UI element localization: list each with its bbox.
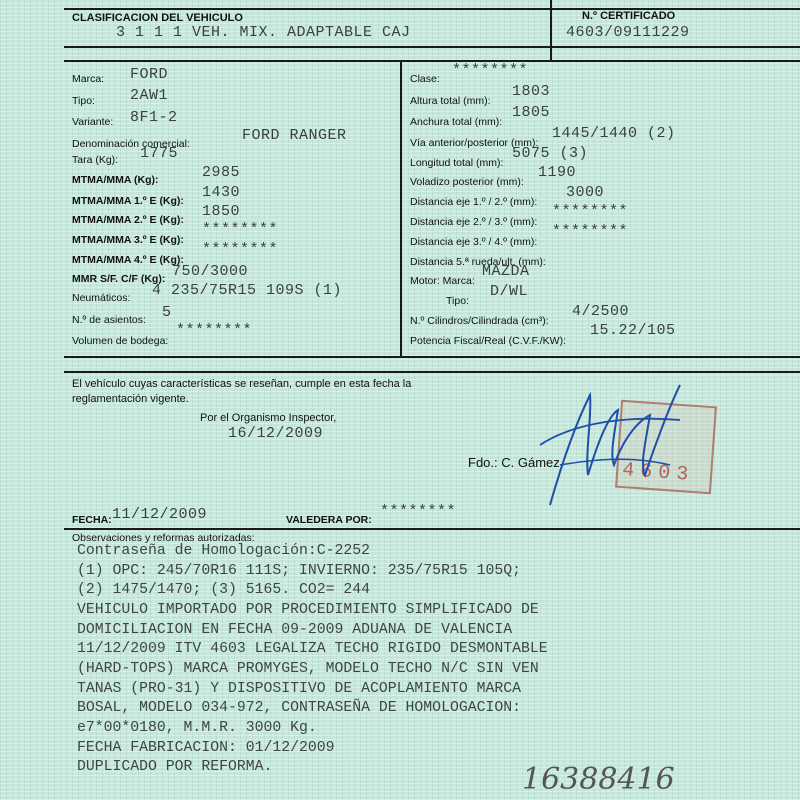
certificado-value: 4603/09111229 (566, 24, 690, 41)
cert-top-rule (64, 371, 800, 373)
obs-line: BOSAL, MODELO 034-972, CONTRASEÑA DE HOMOLOGACION: (77, 700, 521, 716)
mtma1-value: 1430 (202, 184, 241, 201)
dist5-label: Distancia 5.ª rueda/ult. (mm): (410, 256, 546, 268)
longitud-label: Longitud total (mm): (410, 157, 504, 169)
obs-line: (HARD-TOPS) MARCA PROMYGES, MODELO TECHO N/C SIN VEN (77, 661, 539, 677)
obs-line: Contraseña de Homologación:C-2252 (77, 543, 371, 559)
obs-line: DOMICILIACION EN FECHA 09-2009 ADUANA DE VALENCIA (77, 622, 513, 638)
certificado-label: N.º CERTIFICADO (582, 10, 676, 22)
header-divider (550, 0, 552, 62)
neumaticos-value: 4 235/75R15 109S (1) (152, 282, 343, 299)
obs-line: 11/12/2009 ITV 4603 LEGALIZA TECHO RIGIDO DESMONTABLE (77, 641, 548, 657)
marca-value: FORD (130, 66, 169, 83)
bodega-value: ******** (176, 322, 253, 339)
mmr-label: MMR S/F. C/F (Kg): (72, 273, 166, 285)
organismo-date: 16/12/2009 (228, 425, 324, 442)
voladizo-value: 1190 (538, 164, 577, 181)
clasificacion-value: 3 1 1 1 VEH. MIX. ADAPTABLE CAJ (116, 24, 411, 41)
obs-line: e7*00*0180, M.M.R. 3000 Kg. (77, 720, 317, 736)
motor-tipo-label: Tipo: (446, 295, 469, 307)
mtma1-label: MTMA/MMA 1.º E (Kg): (72, 195, 184, 207)
anchura-label: Anchura total (mm): (410, 116, 503, 128)
dist34-label: Distancia eje 3.º / 4.º (mm): (410, 236, 538, 248)
voladizo-label: Voladizo posterior (mm): (410, 176, 524, 188)
dist23-label: Distancia eje 2.º / 3.º (mm): (410, 216, 538, 228)
mtma-label: MTMA/MMA (Kg): (72, 174, 159, 186)
marca-label: Marca: (72, 73, 105, 85)
obs-line: DUPLICADO POR REFORMA. (77, 759, 273, 775)
tipo-value: 2AW1 (130, 87, 169, 104)
bodega-label: Volumen de bodega: (72, 335, 169, 347)
valedera-value: ******** (380, 503, 457, 520)
valedera-label: VALEDERA POR: (286, 514, 372, 526)
header-top-rule (64, 8, 800, 10)
clase-value: ******** (452, 62, 529, 79)
header-bottom-rule (64, 46, 800, 48)
cilindros-value: 4/2500 (572, 303, 630, 320)
mtma3-label: MTMA/MMA 3.º E (Kg): (72, 234, 184, 246)
mtma2-label: MTMA/MMA 2.º E (Kg): (72, 214, 184, 226)
motor-tipo-value: D/WL (490, 283, 529, 300)
asientos-label: N.º de asientos: (72, 314, 146, 326)
potencia-label: Potencia Fiscal/Real (C.V.F./KW): (410, 335, 566, 347)
denominacion-value: FORD RANGER (242, 127, 347, 144)
fecha-label: FECHA: (72, 514, 112, 526)
obs-line: FECHA FABRICACION: 01/12/2009 (77, 740, 335, 756)
denominacion-label: Denominación comercial: (72, 138, 190, 150)
potencia-value: 15.22/105 (590, 322, 676, 339)
mtma4-value: ******** (202, 241, 279, 258)
dist12-label: Distancia eje 1.º / 2.º (mm): (410, 196, 538, 208)
variante-label: Variante: (72, 116, 114, 128)
cilindros-label: N.º Cilindros/Cilindrada (cm³): (410, 315, 549, 327)
altura-label: Altura total (mm): (410, 95, 491, 107)
obs-line: TANAS (PRO-31) Y DISPOSITIVO DE ACOPLAMIENTO MARCA (77, 681, 521, 697)
obs-line: (1) OPC: 245/70R16 111S; INVIERNO: 235/75R15 105Q; (77, 563, 521, 579)
stamp-number: 4603 (621, 459, 695, 488)
fdo-label: Fdo.: C. Gámez (468, 455, 560, 470)
handwritten-number: 16388416 (522, 762, 675, 797)
statement-line2: reglamentación vigente. (72, 393, 189, 405)
variante-value: 8F1-2 (130, 109, 178, 126)
observaciones-label: Observaciones y reformas autorizadas: (72, 532, 255, 544)
motor-marca-value: MAZDA (482, 263, 530, 280)
mmr-value: 750/3000 (172, 263, 249, 280)
mtma2-value: 1850 (202, 203, 241, 220)
statement-line1: El vehículo cuyas características se reseñan, cumple en esta fecha la (72, 378, 412, 390)
clasificacion-label: CLASIFICACION DEL VEHICULO (72, 12, 243, 24)
column-divider (400, 60, 402, 356)
tara-label: Tara (Kg): (72, 154, 119, 166)
mtma4-label: MTMA/MMA 4.º E (Kg): (72, 254, 184, 266)
tara-value: 1775 (140, 145, 179, 162)
motor-marca-label: Motor: Marca: (410, 275, 475, 287)
anchura-value: 1805 (512, 104, 551, 121)
section-bottom-rule (64, 356, 800, 358)
obs-line: (2) 1475/1470; (3) 5165. CO2= 244 (77, 582, 371, 598)
mtma3-value: ******** (202, 221, 279, 238)
via-value: 1445/1440 (2) (552, 125, 676, 142)
dist23-value: ******** (552, 203, 629, 220)
neumaticos-label: Neumáticos: (72, 292, 131, 304)
altura-value: 1803 (512, 83, 551, 100)
obs-top-rule (64, 528, 800, 530)
mtma-value: 2985 (202, 164, 241, 181)
section-top-rule (64, 60, 800, 62)
clase-label: Clase: (410, 73, 440, 85)
asientos-value: 5 (162, 304, 172, 321)
obs-line: VEHICULO IMPORTADO POR PROCEDIMIENTO SIMPLIFICADO DE (77, 602, 539, 618)
dist34-value: ******** (552, 223, 629, 240)
dist12-value: 3000 (566, 184, 605, 201)
signature (530, 375, 690, 525)
tipo-label: Tipo: (72, 95, 95, 107)
longitud-value: 5075 (3) (512, 145, 589, 162)
fecha-value: 11/12/2009 (112, 506, 208, 523)
organismo-label: Por el Organismo Inspector, (200, 412, 337, 424)
via-label: Vía anterior/posterior (mm): (410, 137, 539, 149)
